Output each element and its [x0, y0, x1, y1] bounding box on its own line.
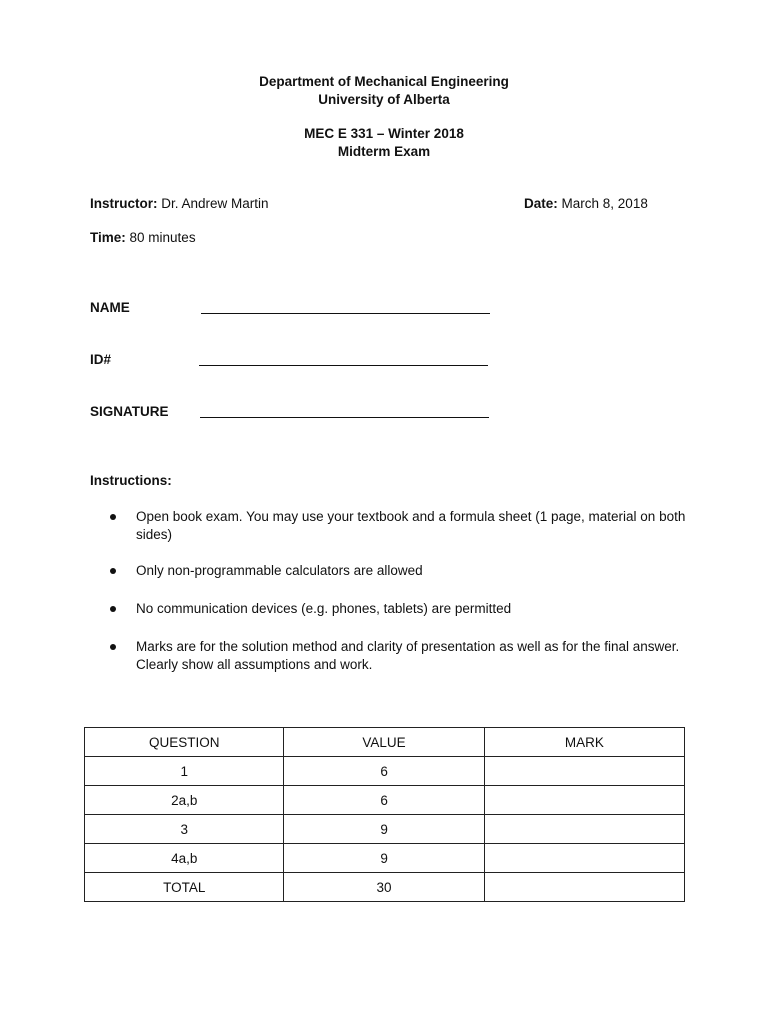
instructions-list	[108, 508, 688, 674]
id-field[interactable]	[199, 365, 488, 366]
list-item	[108, 638, 688, 674]
question-cell: 2a,b	[85, 786, 284, 815]
signature-label: SIGNATURE	[90, 404, 169, 419]
instructor-value: Dr. Andrew Martin	[161, 196, 269, 211]
mark-cell[interactable]	[484, 815, 684, 844]
instruction-text: No communication devices (e.g. phones, tablets) are permitted	[136, 601, 512, 616]
table-row	[85, 786, 685, 815]
name-field[interactable]	[201, 313, 490, 314]
mark-cell[interactable]	[484, 844, 684, 873]
table-row	[85, 757, 685, 786]
question-cell: 3	[85, 815, 284, 844]
exam-heading: Midterm Exam	[337, 144, 431, 159]
value-cell: 30	[284, 873, 484, 902]
question-header: QUESTION	[85, 728, 284, 757]
list-item	[108, 600, 688, 618]
department-heading: Department of Mechanical Engineering	[259, 74, 509, 89]
name-label: NAME	[90, 300, 130, 315]
marks-table	[84, 727, 685, 902]
university-heading: University of Alberta	[318, 92, 450, 107]
date-value: March 8, 2018	[561, 196, 648, 211]
bullet-icon	[110, 644, 116, 650]
time-label: Time:	[90, 230, 126, 245]
value-header: VALUE	[284, 728, 484, 757]
question-cell: 4a,b	[85, 844, 284, 873]
bullet-icon	[110, 568, 116, 574]
signature-field[interactable]	[200, 417, 489, 418]
table-row	[85, 844, 685, 873]
instruction-text: Marks are for the solution method and clarity of presentation as well as for the final answer. Clearly show all assumptions and work.	[136, 639, 680, 672]
mark-cell[interactable]	[484, 757, 684, 786]
time-line	[90, 229, 196, 247]
list-item	[108, 562, 688, 580]
id-label: ID#	[90, 352, 112, 367]
value-cell: 9	[284, 844, 484, 873]
mark-header: MARK	[484, 728, 684, 757]
value-cell: 6	[284, 786, 484, 815]
time-value: 80 minutes	[129, 230, 196, 245]
value-cell: 6	[284, 757, 484, 786]
instructor-label: Instructor:	[90, 196, 158, 211]
question-cell: 1	[85, 757, 284, 786]
instruction-text: Open book exam. You may use your textbook and a formula sheet (1 page, material on both sides)	[136, 509, 686, 542]
value-cell: 9	[284, 815, 484, 844]
bullet-icon	[110, 606, 116, 612]
table-row	[85, 815, 685, 844]
instruction-text: Only non-programmable calculators are allowed	[136, 563, 423, 578]
instructor-line	[90, 195, 269, 213]
question-cell: TOTAL	[85, 873, 284, 902]
list-item	[108, 508, 688, 544]
mark-cell[interactable]	[484, 786, 684, 815]
bullet-icon	[110, 514, 116, 520]
course-heading: MEC E 331 – Winter 2018	[304, 126, 464, 141]
date-label: Date:	[524, 196, 558, 211]
instructions-title: Instructions:	[90, 473, 172, 488]
table-header-row	[85, 728, 685, 757]
table-row	[85, 873, 685, 902]
mark-cell[interactable]	[484, 873, 684, 902]
date-line	[524, 195, 648, 213]
